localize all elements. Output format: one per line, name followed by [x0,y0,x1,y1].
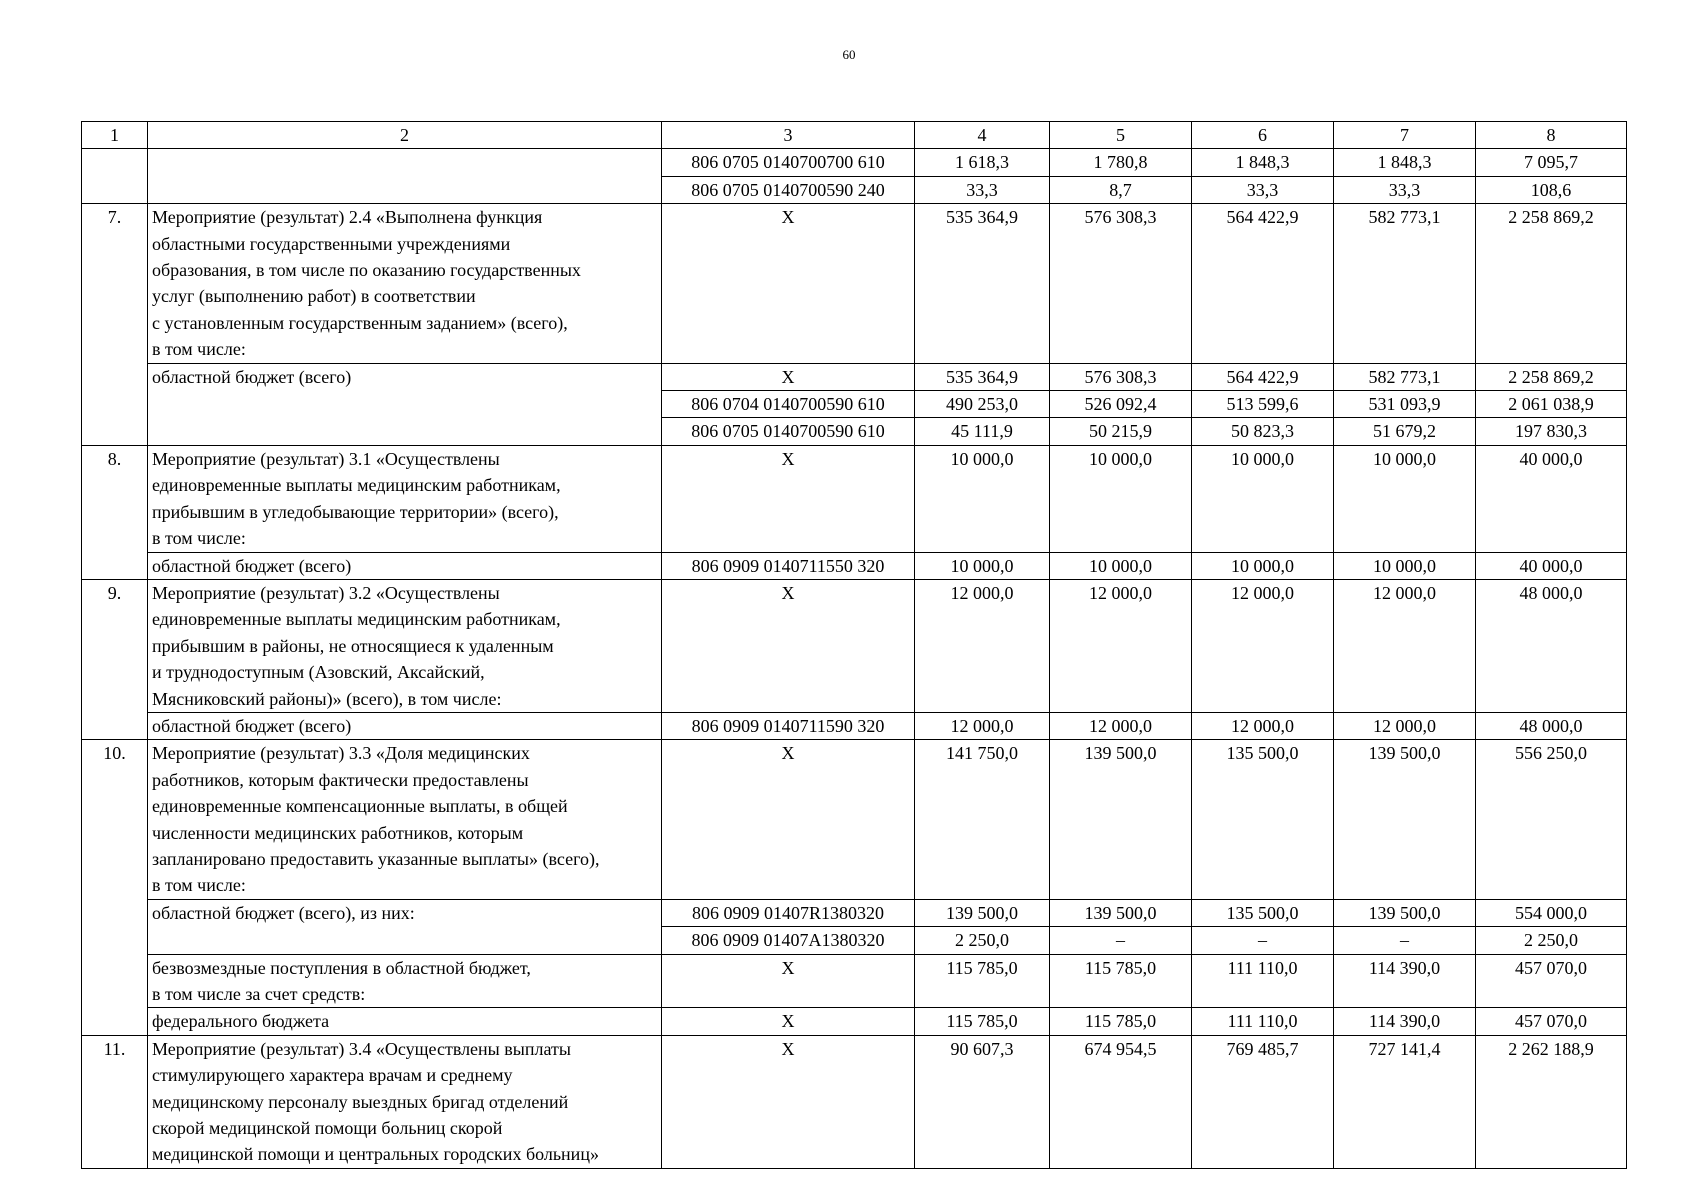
amount-cell: 1 618,3 [915,149,1050,176]
item-name-line: единовременные выплаты медицинским работникам, [152,475,561,496]
budget-code: 806 0909 0140711590 320 [662,712,915,739]
item-name-line: Мероприятие (результат) 3.3 «Доля медицинских [152,743,530,764]
amount-cell: – [1192,927,1334,954]
amount-cell: 10 000,0 [1192,445,1334,552]
amount-cell: 51 679,2 [1334,418,1476,445]
item-name [148,445,662,552]
table-row [82,552,1627,579]
amount-cell: 114 390,0 [1334,954,1476,1008]
item-name-line: численности медицинских работников, которым [152,822,524,843]
amount-cell: 554 000,0 [1476,899,1627,926]
item-name-line: прибывшим в районы, не относящиеся к удаленным [152,635,554,656]
budget-code: Х [662,363,915,390]
item-name-line: Мероприятие (результат) 3.2 «Осуществлены [152,582,500,603]
item-name-line: областными государственными учреждениями [152,233,511,254]
amount-cell: 2 061 038,9 [1476,391,1627,418]
amount-cell: 2 258 869,2 [1476,363,1627,390]
amount-cell: 115 785,0 [915,954,1050,1008]
item-name [148,204,662,363]
item-name-line: с установленным государственным заданием» (всего), [152,312,568,333]
amount-cell: 139 500,0 [915,899,1050,926]
budget-code: Х [662,1035,915,1168]
table-row [82,204,1627,363]
amount-cell: 2 250,0 [915,927,1050,954]
amount-cell: 33,3 [915,176,1050,203]
item-name-line: в том числе за счет средств: [152,984,366,1004]
amount-cell: 582 773,1 [1334,204,1476,363]
item-name-line: областной бюджет (всего), из них: [152,902,415,923]
amount-cell: 576 308,3 [1050,204,1192,363]
amount-cell: 674 954,5 [1050,1035,1192,1168]
amount-cell: – [1334,927,1476,954]
amount-cell: 139 500,0 [1334,899,1476,926]
table-row [82,445,1627,552]
item-name-line: запланировано предоставить указанные выплаты» (всего), [152,848,600,869]
amount-cell: 33,3 [1334,176,1476,203]
budget-code: 806 0704 0140700590 610 [662,391,915,418]
amount-cell: 111 110,0 [1192,954,1334,1008]
amount-cell: 40 000,0 [1476,445,1627,552]
item-name-line: Мероприятие (результат) 3.4 «Осуществлены выплаты [152,1038,571,1059]
item-name-line: областной бюджет (всего) [152,715,352,736]
item-name-line: образования, в том числе по оказанию государственных [152,260,581,281]
amount-cell: 12 000,0 [1334,712,1476,739]
amount-cell: 139 500,0 [1050,740,1192,899]
amount-cell: 526 092,4 [1050,391,1192,418]
amount-cell: 12 000,0 [1050,579,1192,712]
budget-code: Х [662,204,915,363]
amount-cell: 115 785,0 [1050,954,1192,1008]
item-name-line: Мероприятие (результат) 2.4 «Выполнена функция [152,207,543,228]
amount-cell: 197 830,3 [1476,418,1627,445]
item-name-line: в том числе: [152,875,246,896]
amount-cell: 10 000,0 [1334,445,1476,552]
item-name-line: областной бюджет (всего) [152,555,352,576]
item-name-line: стимулирующего характера врачам и среднему [152,1065,513,1086]
amount-cell: 2 258 869,2 [1476,204,1627,363]
budget-code: Х [662,740,915,899]
amount-cell: 135 500,0 [1192,740,1334,899]
row-number: 8. [82,445,148,579]
amount-cell: 2 250,0 [1476,927,1627,954]
amount-cell: 535 364,9 [915,363,1050,390]
budget-code: 806 0705 0140700700 610 [662,149,915,176]
row-number [82,149,148,204]
amount-cell: 7 095,7 [1476,149,1627,176]
amount-cell: 10 000,0 [1192,552,1334,579]
item-name-line: в том числе: [152,339,246,360]
amount-cell: 139 500,0 [1050,899,1192,926]
amount-cell: 12 000,0 [915,712,1050,739]
table-row [82,740,1627,899]
item-name [148,954,662,1008]
item-name-line: в том числе: [152,528,246,549]
column-header: 5 [1050,122,1192,149]
amount-cell: 564 422,9 [1192,363,1334,390]
item-name-line: безвозмездные поступления в областной бюджет, [152,957,531,978]
amount-cell: 12 000,0 [1192,712,1334,739]
amount-cell: 576 308,3 [1050,363,1192,390]
budget-code: 806 0705 0140700590 240 [662,176,915,203]
amount-cell: 111 110,0 [1192,1008,1334,1035]
item-name [148,552,662,579]
table-row [82,363,1627,390]
amount-cell: 769 485,7 [1192,1035,1334,1168]
item-name-line: единовременные выплаты медицинским работникам, [152,609,561,630]
item-name-line: федерального бюджета [152,1011,330,1032]
budget-code: 806 0909 01407A1380320 [662,927,915,954]
item-name-line: медицинской помощи и центральных городских больниц» [152,1144,599,1165]
item-name [148,579,662,712]
amount-cell: 727 141,4 [1334,1035,1476,1168]
amount-cell: 10 000,0 [915,552,1050,579]
amount-cell: 490 253,0 [915,391,1050,418]
table-row [82,579,1627,712]
amount-cell: 40 000,0 [1476,552,1627,579]
amount-cell: 10 000,0 [1050,445,1192,552]
amount-cell: 12 000,0 [1050,712,1192,739]
table-row [82,1035,1627,1168]
budget-code: Х [662,445,915,552]
amount-cell: 114 390,0 [1334,1008,1476,1035]
budget-table [81,121,1627,1169]
column-header: 7 [1334,122,1476,149]
item-name-line: Мясниковский районы)» (всего), в том числе: [152,688,502,709]
page-number: 60 [842,47,856,62]
item-name [148,363,662,445]
amount-cell: 12 000,0 [1192,579,1334,712]
item-name [148,1035,662,1168]
table-row [82,899,1627,926]
amount-cell: 48 000,0 [1476,712,1627,739]
item-name-line: услуг (выполнению работ) в соответствии [152,286,476,307]
amount-cell: 135 500,0 [1192,899,1334,926]
amount-cell: 531 093,9 [1334,391,1476,418]
amount-cell: 90 607,3 [915,1035,1050,1168]
column-header: 6 [1192,122,1334,149]
item-name-line: скорой медицинской помощи больниц скорой [152,1118,503,1139]
row-number: 9. [82,579,148,739]
item-name [148,149,662,204]
amount-cell: 108,6 [1476,176,1627,203]
amount-cell: 10 000,0 [915,445,1050,552]
item-name [148,712,662,739]
amount-cell: 141 750,0 [915,740,1050,899]
amount-cell: 1 780,8 [1050,149,1192,176]
amount-cell: 2 262 188,9 [1476,1035,1627,1168]
item-name [148,1008,662,1035]
budget-code: Х [662,954,915,1008]
amount-cell: 10 000,0 [1334,552,1476,579]
amount-cell: 1 848,3 [1334,149,1476,176]
budget-code: Х [662,579,915,712]
budget-code: Х [662,1008,915,1035]
item-name-line: единовременные компенсационные выплаты, в общей [152,796,568,817]
amount-cell: 33,3 [1192,176,1334,203]
row-number: 10. [82,740,148,1035]
item-name-line: Мероприятие (результат) 3.1 «Осуществлены [152,448,500,469]
amount-cell: 115 785,0 [915,1008,1050,1035]
column-header: 3 [662,122,915,149]
amount-cell: – [1050,927,1192,954]
item-name [148,740,662,899]
amount-cell: 457 070,0 [1476,1008,1627,1035]
amount-cell: 50 215,9 [1050,418,1192,445]
item-name [148,899,662,954]
column-header: 1 [82,122,148,149]
column-header: 8 [1476,122,1627,149]
table-row [82,954,1627,1008]
table-row [82,712,1627,739]
amount-cell: 10 000,0 [1050,552,1192,579]
amount-cell: 457 070,0 [1476,954,1627,1008]
amount-cell: 12 000,0 [915,579,1050,712]
amount-cell: 8,7 [1050,176,1192,203]
column-number-row [82,122,1627,149]
amount-cell: 1 848,3 [1192,149,1334,176]
amount-cell: 115 785,0 [1050,1008,1192,1035]
budget-code: 806 0705 0140700590 610 [662,418,915,445]
amount-cell: 513 599,6 [1192,391,1334,418]
amount-cell: 50 823,3 [1192,418,1334,445]
amount-cell: 564 422,9 [1192,204,1334,363]
amount-cell: 48 000,0 [1476,579,1627,712]
budget-code: 806 0909 0140711550 320 [662,552,915,579]
amount-cell: 45 111,9 [915,418,1050,445]
amount-cell: 139 500,0 [1334,740,1476,899]
amount-cell: 12 000,0 [1334,579,1476,712]
item-name-line: прибывшим в угледобывающие территории» (всего), [152,501,559,522]
column-header: 4 [915,122,1050,149]
item-name-line: работников, которым фактически предоставлены [152,769,529,790]
item-name-line: областной бюджет (всего) [152,366,352,387]
budget-code: 806 0909 01407R1380320 [662,899,915,926]
column-header: 2 [148,122,662,149]
amount-cell: 535 364,9 [915,204,1050,363]
table-row [82,1008,1627,1035]
item-name-line: медицинскому персоналу выездных бригад отделений [152,1091,569,1112]
amount-cell: 582 773,1 [1334,363,1476,390]
row-number: 11. [82,1035,148,1168]
row-number: 7. [82,204,148,446]
amount-cell: 556 250,0 [1476,740,1627,899]
item-name-line: и труднодоступным (Азовский, Аксайский, [152,662,485,683]
table-row [82,149,1627,176]
